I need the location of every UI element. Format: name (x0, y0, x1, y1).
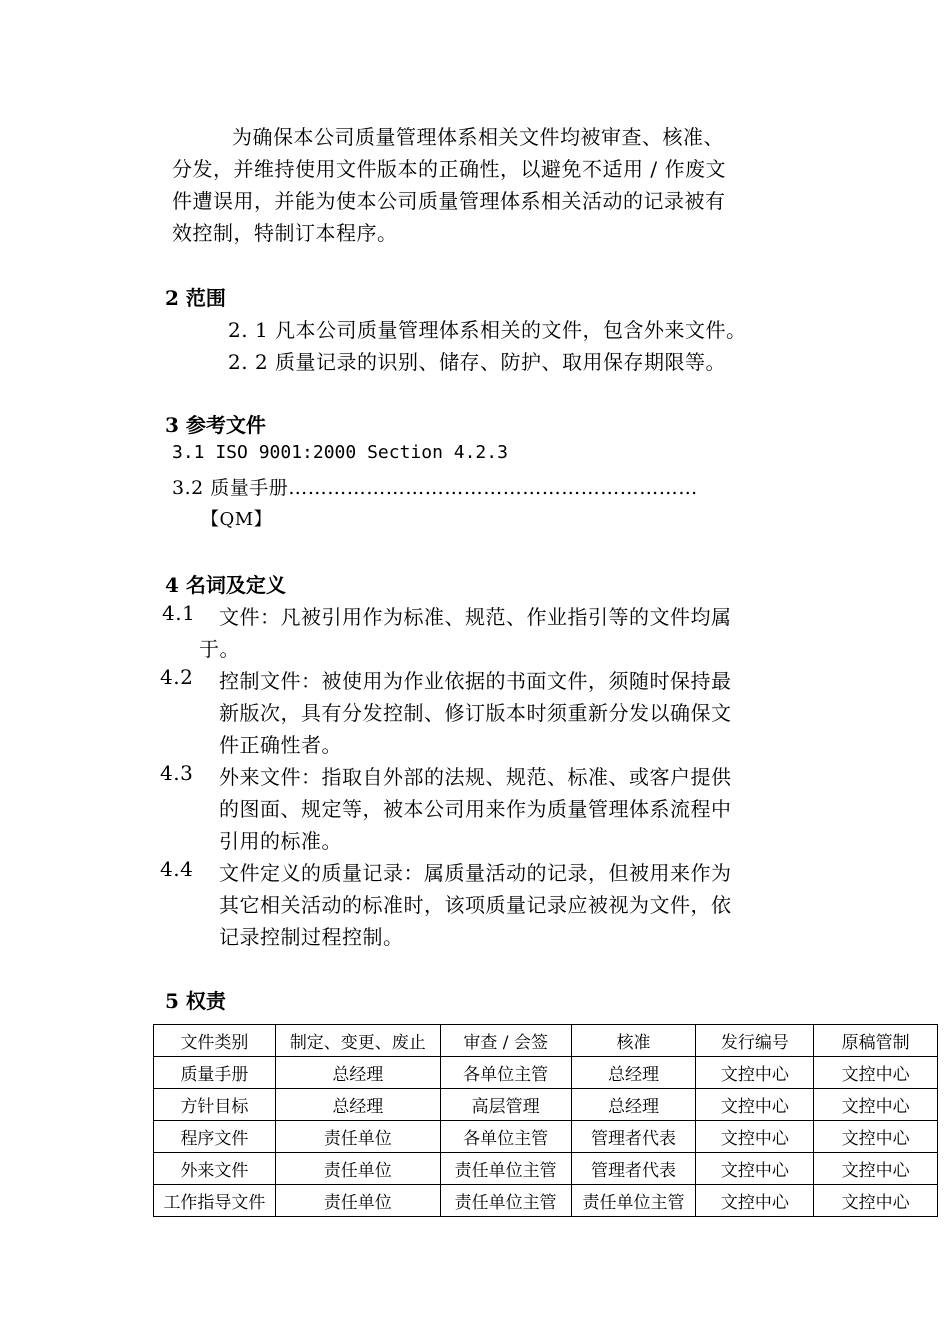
def-4-3-line-3: 引用的标准。 (219, 829, 342, 853)
table-cell: 责任单位 (275, 1185, 440, 1217)
table-row (154, 1121, 938, 1153)
section-3-heading: 3 参考文件 (165, 413, 266, 437)
header-cell: 核准 (571, 1025, 696, 1057)
header-cell: 文件类别 (154, 1025, 276, 1057)
intro-line-4: 效控制，特制订本程序。 (172, 221, 398, 245)
table-cell: 外来文件 (154, 1153, 276, 1185)
table-cell: 各单位主管 (440, 1057, 571, 1089)
table-cell: 总经理 (275, 1089, 440, 1121)
table-cell: 文控中心 (696, 1121, 814, 1153)
table-cell: 责任单位 (275, 1121, 440, 1153)
table-cell: 文控中心 (696, 1153, 814, 1185)
table-cell: 文控中心 (696, 1057, 814, 1089)
table-row (154, 1185, 938, 1217)
def-4-3-line-2: 的图面、规定等，被本公司用来作为质量管理体系流程中 (219, 797, 732, 821)
def-4-1-line-2: 于。 (199, 637, 240, 661)
def-4-4-line-3: 记录控制过程控制。 (219, 925, 404, 949)
table-row (154, 1057, 938, 1089)
def-4-4-line-1: 文件定义的质量记录：属质量活动的记录，但被用来作为 (219, 861, 732, 885)
table-cell: 各单位主管 (440, 1121, 571, 1153)
header-cell: 原稿管制 (814, 1025, 938, 1057)
scope-item-1: 2. 1 凡本公司质量管理体系相关的文件，包含外来文件。 (228, 318, 747, 342)
def-4-2-number: 4.2 (160, 665, 194, 689)
table-cell: 责任单位主管 (440, 1153, 571, 1185)
header-cell: 审查 / 会签 (440, 1025, 571, 1057)
ref-item-2-tag: 【QM】 (201, 509, 273, 530)
table-cell: 高层管理 (440, 1089, 571, 1121)
table-cell: 管理者代表 (571, 1121, 696, 1153)
table-cell: 文控中心 (814, 1089, 938, 1121)
ref-item-2: 3.2 质量手册……………………………………………………… (172, 477, 698, 499)
header-cell: 发行编号 (696, 1025, 814, 1057)
table-cell: 文控中心 (814, 1121, 938, 1153)
table-cell: 工作指导文件 (154, 1185, 276, 1217)
intro-line-3: 件遭误用，并能为使本公司质量管理体系相关活动的记录被有 (172, 189, 726, 213)
def-4-3-line-1: 外来文件：指取自外部的法规、规范、标准、或客户提供 (219, 765, 732, 789)
def-4-2-line-3: 件正确性者。 (219, 733, 342, 757)
table-header-row (154, 1025, 938, 1057)
header-cell: 制定、变更、废止 (275, 1025, 440, 1057)
def-4-1-number: 4.1 (162, 601, 196, 625)
table-cell: 总经理 (571, 1057, 696, 1089)
table-cell: 管理者代表 (571, 1153, 696, 1185)
section-5-heading: 5 权责 (165, 989, 226, 1013)
table-cell: 文控中心 (696, 1185, 814, 1217)
section-4-heading: 4 名词及定义 (165, 573, 286, 597)
table-cell: 质量手册 (154, 1057, 276, 1089)
table-cell: 文控中心 (814, 1185, 938, 1217)
def-4-2-line-2: 新版次，具有分发控制、修订版本时须重新分发以确保文 (219, 701, 732, 725)
table-cell: 方针目标 (154, 1089, 276, 1121)
table-cell: 总经理 (275, 1057, 440, 1089)
table-cell: 责任单位 (275, 1153, 440, 1185)
intro-line-2: 分发，并维持使用文件版本的正确性，以避免不适用 / 作废文 (172, 157, 726, 181)
ref-item-1: 3.1 ISO 9001:2000 Section 4.2.3 (172, 442, 508, 463)
intro-line-1: 为确保本公司质量管理体系相关文件均被审查、核准、 (232, 125, 724, 149)
def-4-4-line-2: 其它相关活动的标准时，该项质量记录应被视为文件，依 (219, 893, 732, 917)
scope-item-2: 2. 2 质量记录的识别、储存、防护、取用保存期限等。 (228, 350, 727, 374)
table-cell: 文控中心 (814, 1153, 938, 1185)
table-cell: 程序文件 (154, 1121, 276, 1153)
section-2-heading: 2 范围 (165, 286, 226, 310)
def-4-2-line-1: 控制文件：被使用为作业依据的书面文件，须随时保持最 (219, 669, 732, 693)
table-cell: 责任单位主管 (440, 1185, 571, 1217)
table-cell: 文控中心 (814, 1057, 938, 1089)
responsibility-table (153, 1024, 938, 1217)
def-4-1-line-1: 文件：凡被引用作为标准、规范、作业指引等的文件均属 (219, 605, 732, 629)
table-row (154, 1089, 938, 1121)
def-4-3-number: 4.3 (160, 761, 194, 785)
table-cell: 总经理 (571, 1089, 696, 1121)
def-4-4-number: 4.4 (160, 857, 194, 881)
table-cell: 文控中心 (696, 1089, 814, 1121)
table-cell: 责任单位主管 (571, 1185, 696, 1217)
table-row (154, 1153, 938, 1185)
